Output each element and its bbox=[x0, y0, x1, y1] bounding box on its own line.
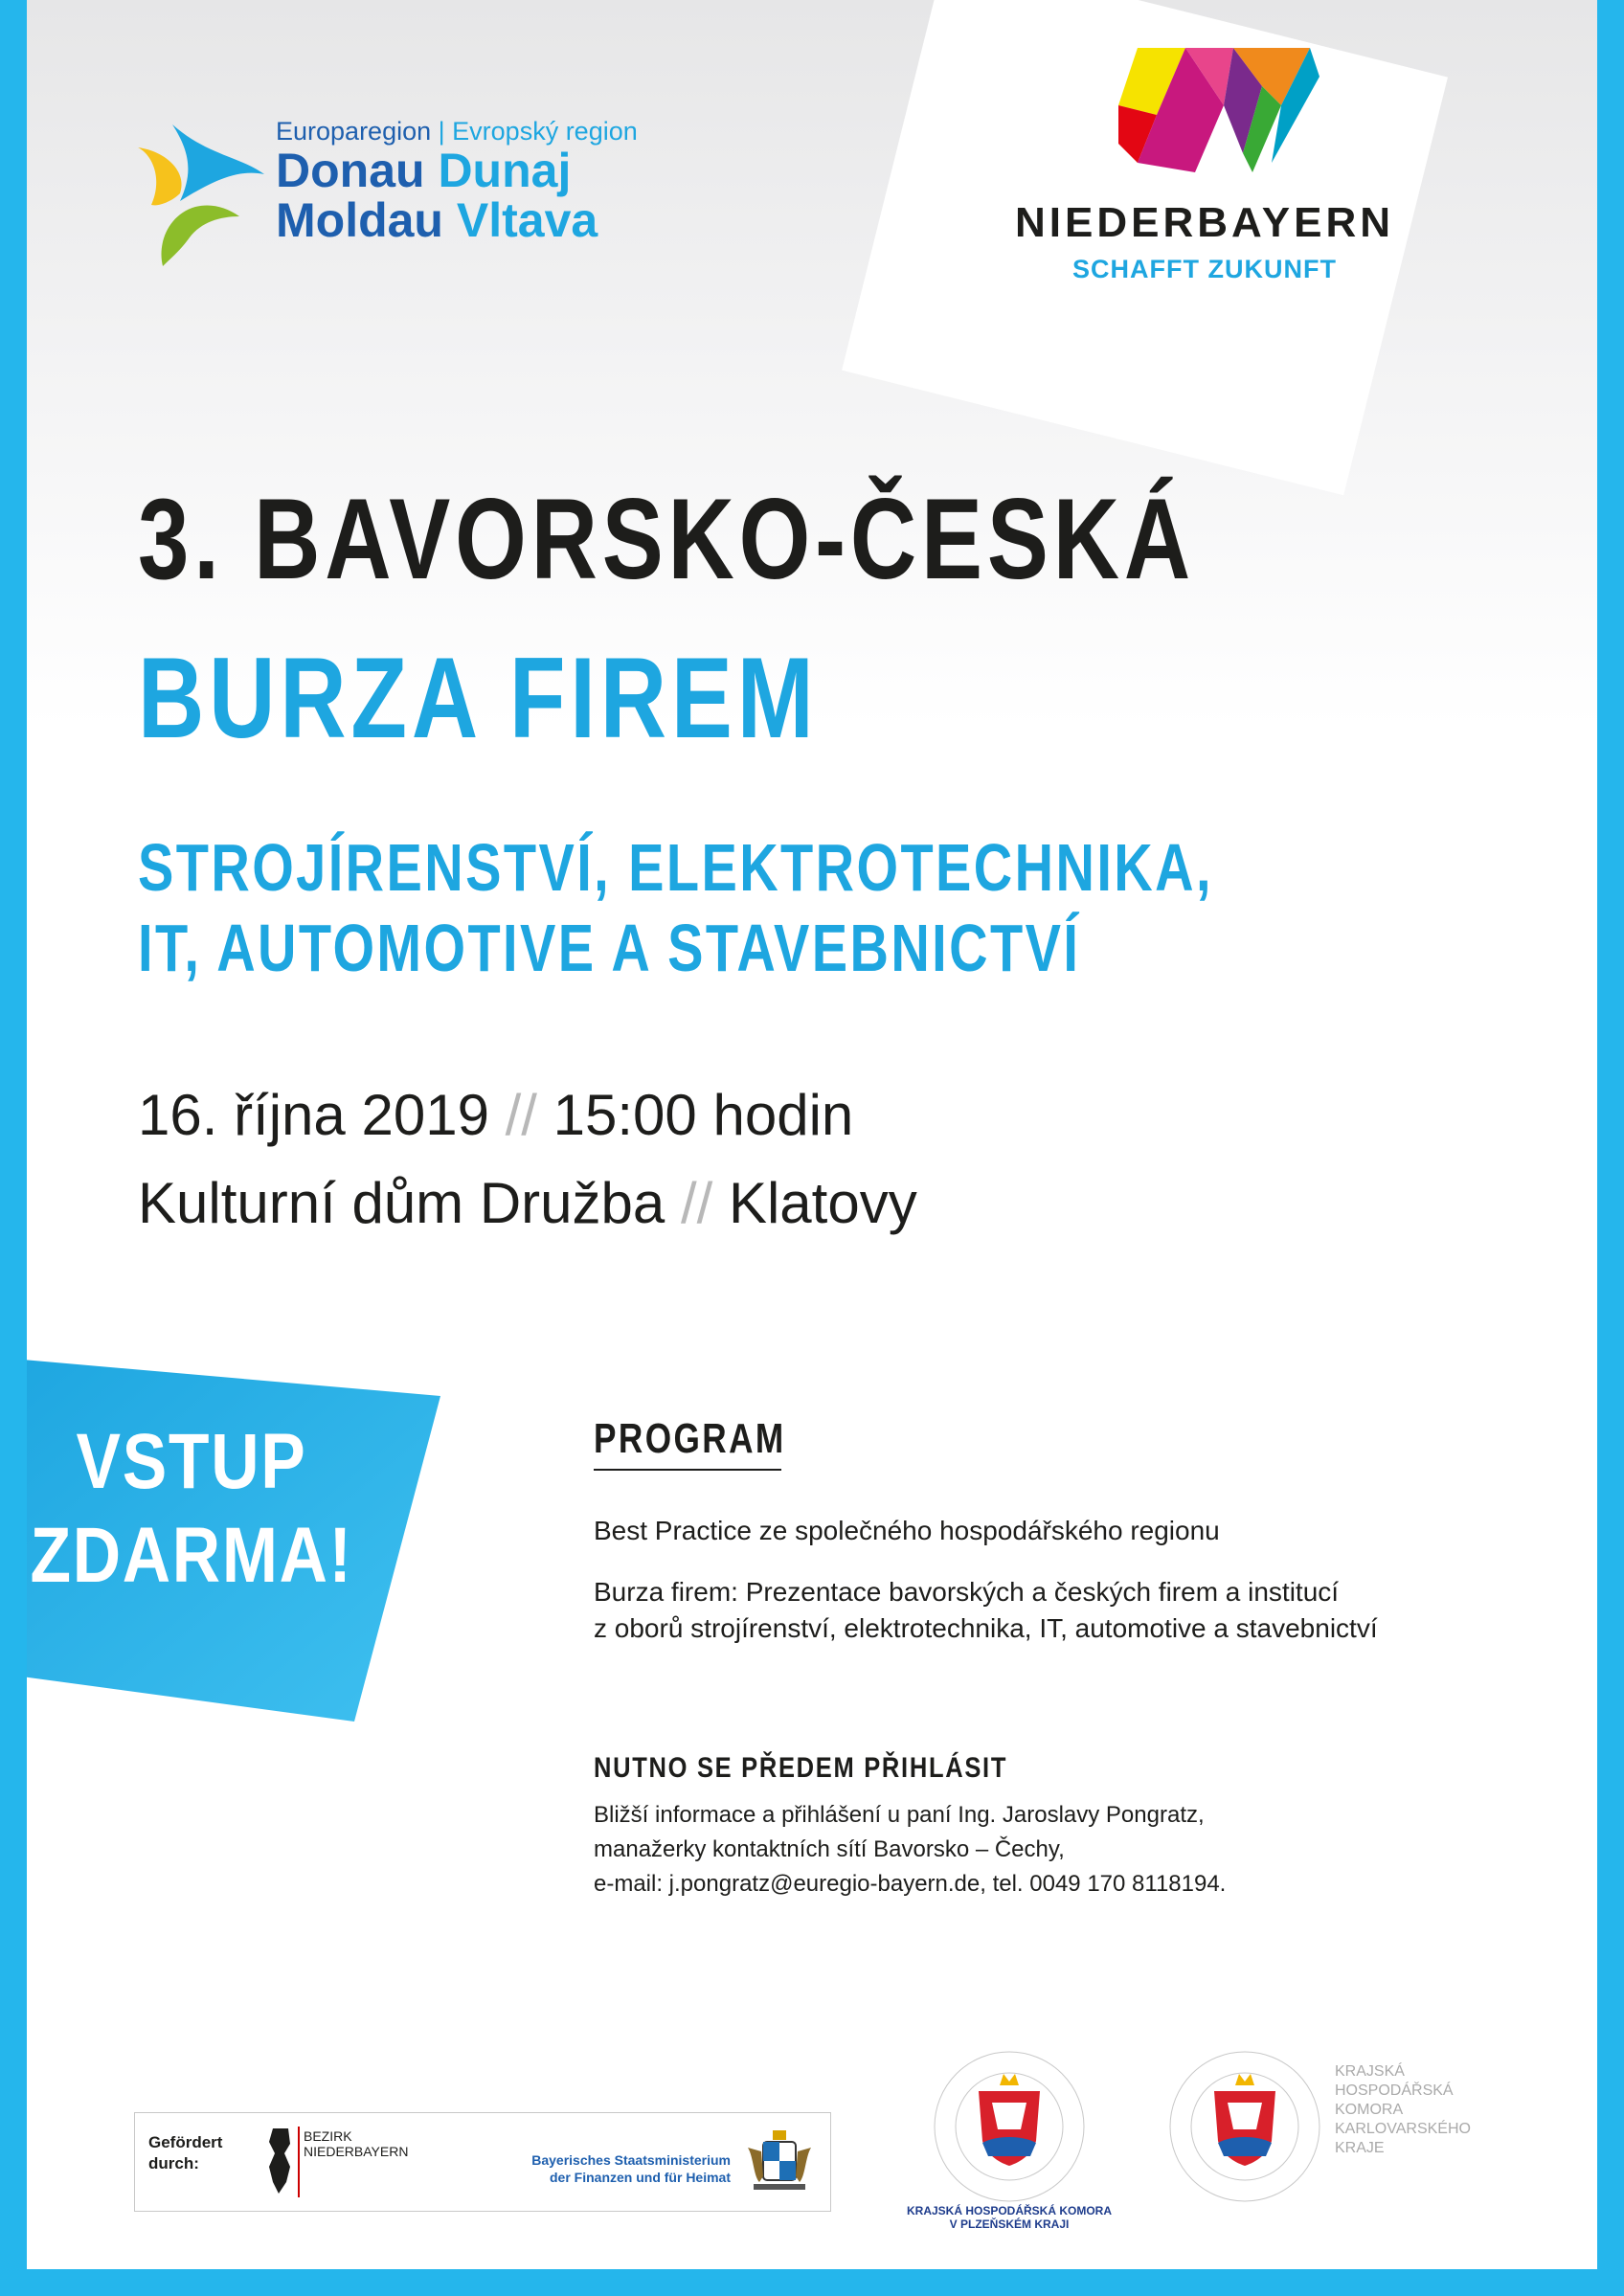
niederbayern-title: NIEDERBAYERN bbox=[1014, 199, 1394, 246]
niederbayern-n-logo-icon bbox=[1118, 48, 1320, 172]
sponsor-box bbox=[134, 2112, 831, 2212]
free-entry-banner bbox=[27, 1358, 440, 1722]
event-venue-city bbox=[138, 1170, 917, 1236]
registration-line3: e-mail: j.pongratz@euregio-bayern.de, tel. 0049 170 8118194. bbox=[594, 1871, 1227, 1897]
chamber-karlovy-line4: KARLOVARSKÉHO bbox=[1335, 2121, 1471, 2137]
gefoerdert-label bbox=[148, 2132, 222, 2174]
chamber-plzen-seal-icon bbox=[904, 2036, 1115, 2208]
gefoerdert-line1: Gefördert bbox=[148, 2133, 223, 2151]
event-venue: Kulturní dům Družba bbox=[138, 1171, 665, 1235]
chamber-karlovy-line2: HOSPODÁŘSKÁ bbox=[1335, 2082, 1454, 2099]
europaregion-line1: Europaregion | Evropský region bbox=[276, 117, 638, 146]
event-date: 16. října 2019 bbox=[138, 1083, 489, 1147]
registration-line2: manažerky kontaktních sítí Bavorsko – Čechy, bbox=[594, 1836, 1065, 1862]
event-time: 15:00 hodin bbox=[553, 1083, 854, 1147]
registration-line1: Bližší informace a přihlášení u paní Ing. Jaroslavy Pongratz, bbox=[594, 1802, 1205, 1828]
banner-line2: ZDARMA! bbox=[30, 1512, 353, 1599]
bezirk-label bbox=[304, 2128, 408, 2159]
chamber-plzen-caption-line1: KRAJSKÁ HOSPODÁŘSKÁ KOMORA bbox=[906, 2204, 1112, 2217]
chamber-karlovy-line3: KOMORA bbox=[1335, 2102, 1404, 2118]
program-item1: Best Practice ze společného hospodářského regionu bbox=[594, 1516, 1220, 1545]
bavarian-coat-of-arms-icon bbox=[744, 2128, 815, 2197]
separator: // bbox=[505, 1083, 537, 1147]
poster-page bbox=[27, 0, 1597, 2269]
program-item2-line2: z oborů strojírenství, elektrotechnika, IT, automotive a stavebnictví bbox=[594, 1613, 1378, 1643]
program-heading-rule bbox=[594, 1469, 781, 1471]
headline-line3: STROJÍRENSTVÍ, ELEKTROTECHNIKA, bbox=[138, 830, 1213, 905]
headline-line1: 3. BAVORSKO-ČESKÁ bbox=[138, 475, 1195, 603]
chamber-karlovy-line1: KRAJSKÁ bbox=[1335, 2063, 1405, 2080]
chamber-karlovy-seal-icon bbox=[1149, 2036, 1341, 2208]
event-date-time bbox=[138, 1082, 853, 1148]
bezirk-rule bbox=[298, 2127, 300, 2197]
europaregion-emblem-icon bbox=[134, 113, 268, 266]
ministry-label bbox=[472, 2151, 731, 2186]
headline-line2: BURZA FIREM bbox=[138, 634, 819, 762]
bezirk-line2: NIEDERBAYERN bbox=[304, 2144, 409, 2159]
banner-line1: VSTUP bbox=[76, 1418, 307, 1505]
registration-heading: NUTNO SE PŘEDEM PŘIHLÁSIT bbox=[594, 1752, 1008, 1784]
ministry-line2: der Finanzen und für Heimat bbox=[549, 2170, 731, 2185]
europaregion-line2: Donau Dunaj bbox=[276, 144, 572, 197]
niederbayern-logo bbox=[994, 38, 1415, 306]
chamber-karlovy-line5: KRAJE bbox=[1335, 2140, 1385, 2156]
ministry-line1: Bayerisches Staatsministerium bbox=[531, 2152, 731, 2168]
bezirk-line1: BEZIRK bbox=[304, 2128, 352, 2144]
program-item2-line1: Burza firem: Prezentace bavorských a českých firem a institucí bbox=[594, 1577, 1340, 1607]
niederbayern-subtitle: SCHAFFT ZUKUNFT bbox=[1072, 255, 1337, 283]
chamber-plzen-caption-line2: V PLZEŇSKÉM KRAJI bbox=[949, 2217, 1070, 2231]
separator: // bbox=[680, 1171, 713, 1235]
headline-line4: IT, AUTOMOTIVE A STAVEBNICTVÍ bbox=[138, 911, 1081, 985]
bezirk-crest-icon bbox=[267, 2125, 294, 2197]
banner-text bbox=[29, 1415, 354, 1603]
europaregion-line3: Moldau Vltava bbox=[276, 193, 598, 247]
program-heading: PROGRAM bbox=[594, 1415, 786, 1462]
chamber-plzen-caption bbox=[885, 2204, 1134, 2231]
chamber-karlovy-label bbox=[1335, 2062, 1471, 2158]
event-city: Klatovy bbox=[728, 1171, 917, 1235]
europaregion-logo bbox=[134, 113, 709, 266]
gefoerdert-line2: durch: bbox=[148, 2154, 199, 2172]
